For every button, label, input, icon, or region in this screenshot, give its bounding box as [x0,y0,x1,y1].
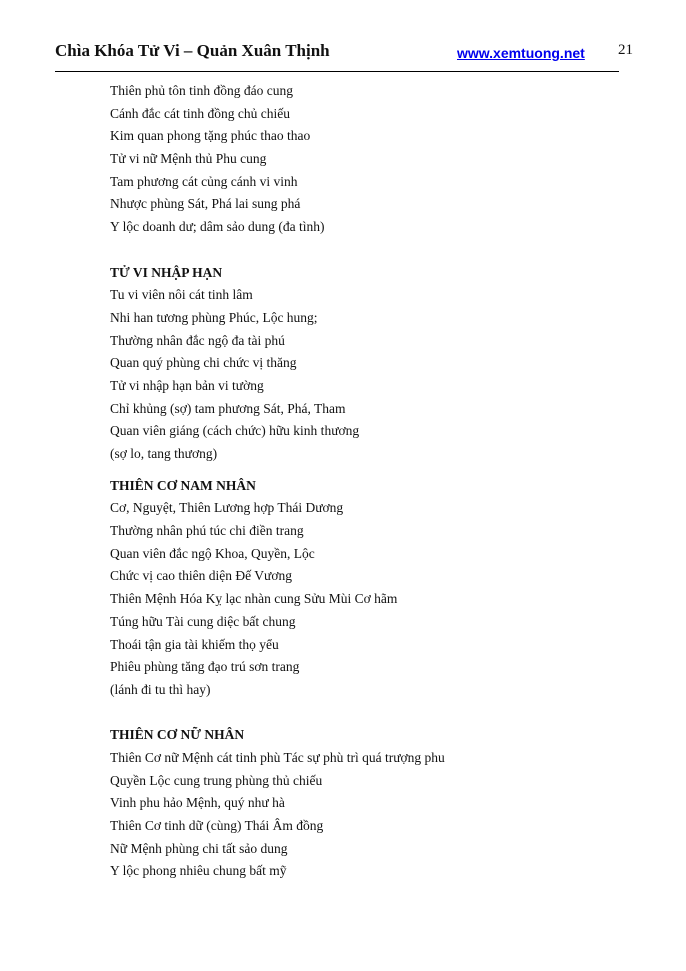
verse-line: Vinh phu hảo Mệnh, quý như hà [110,795,285,811]
section-heading: THIÊN CƠ NỮ NHÂN [110,727,245,743]
verse-line: Y lộc doanh dư; dâm sảo dung (đa tình) [110,219,325,235]
verse-line: Kim quan phong tặng phúc thao thao [110,128,311,144]
verse-line: Quan viên đắc ngộ Khoa, Quyền, Lộc [110,545,315,561]
verse-line: Thường nhân đắc ngộ đa tài phú [110,332,285,348]
verse-line: Quan quý phùng chi chức vị thăng [110,355,297,371]
verse-block-opening [110,80,630,239]
section-thien-co-nu-nhan [110,724,630,883]
verse-line: Tu vi viên nôi cát tinh lâm [110,287,253,303]
section-tu-vi-nhap-han [110,262,630,466]
verse-line: Tử vi nhập hạn bản vi tường [110,377,264,393]
spacer [110,466,630,475]
section-heading: TỬ VI NHẬP HẠN [110,264,223,280]
verse-line: Quyền Lộc cung trung phùng thủ chiếu [110,772,323,788]
verse-line: Túng hữu Tài cung diệc bất chung [110,613,296,629]
header-divider [55,71,619,72]
spacer [110,702,630,725]
verse-line: Nhi han tương phùng Phúc, Lộc hung; [110,309,318,325]
verse-line: Tử vi nữ Mệnh thủ Phu cung [110,151,267,167]
verse-line: Thường nhân phú túc chi điền trang [110,523,304,539]
verse-line: Thiên Cơ tinh dữ (cùng) Thái Âm đồng [110,818,324,833]
verse-line: Phiêu phùng tăng đạo trú sơn trang [110,659,300,675]
verse-line: Nhược phùng Sát, Phá lai sung phá [110,196,301,212]
verse-line: Tam phương cát củng cánh vi vinh [110,173,298,189]
verse-line: Quan viên giáng (cách chức) hữu kinh thương [110,423,360,439]
book-title: Chìa Khóa Tử Vi – Quản Xuân Thịnh [55,41,330,60]
verse-line: Thoái tận gia tài khiếm thọ yểu [110,636,279,652]
verse-line: Thiên Cơ nữ Mệnh cát tinh phù Tác sự phù trì quá trượng phu [110,749,445,765]
verse-line: Cơ, Nguyệt, Thiên Lương hợp Thái Dương [110,500,344,516]
verse-line: Cánh đắc cát tinh đồng chủ chiếu [110,105,290,121]
page-number: 21 [618,42,633,58]
page-body [110,80,630,883]
verse-line: Nữ Mệnh phùng chi tất sảo dung [110,840,288,856]
section-heading: THIÊN CƠ NAM NHÂN [110,477,256,493]
verse-line: Chỉ khủng (sợ) tam phương Sát, Phá, Tham [110,400,346,416]
verse-line: (sợ lo, tang thương) [110,446,218,461]
section-thien-co-nam-nhan [110,475,630,702]
verse-line: (lánh đi tu thì hay) [110,681,211,697]
verse-line: Thiên phủ tôn tinh đồng đáo cung [110,83,293,98]
page-header [55,41,633,67]
verse-line: Chức vị cao thiên diện Đế Vương [110,568,292,584]
verse-line: Y lộc phong nhiêu chung bất mỹ [110,863,287,879]
website-link[interactable]: www.xemtuong.net [457,45,585,61]
spacer [110,239,630,262]
verse-line: Thiên Mệnh Hóa Kỵ lạc nhàn cung Sửu Mùi Cơ hãm [110,591,398,607]
